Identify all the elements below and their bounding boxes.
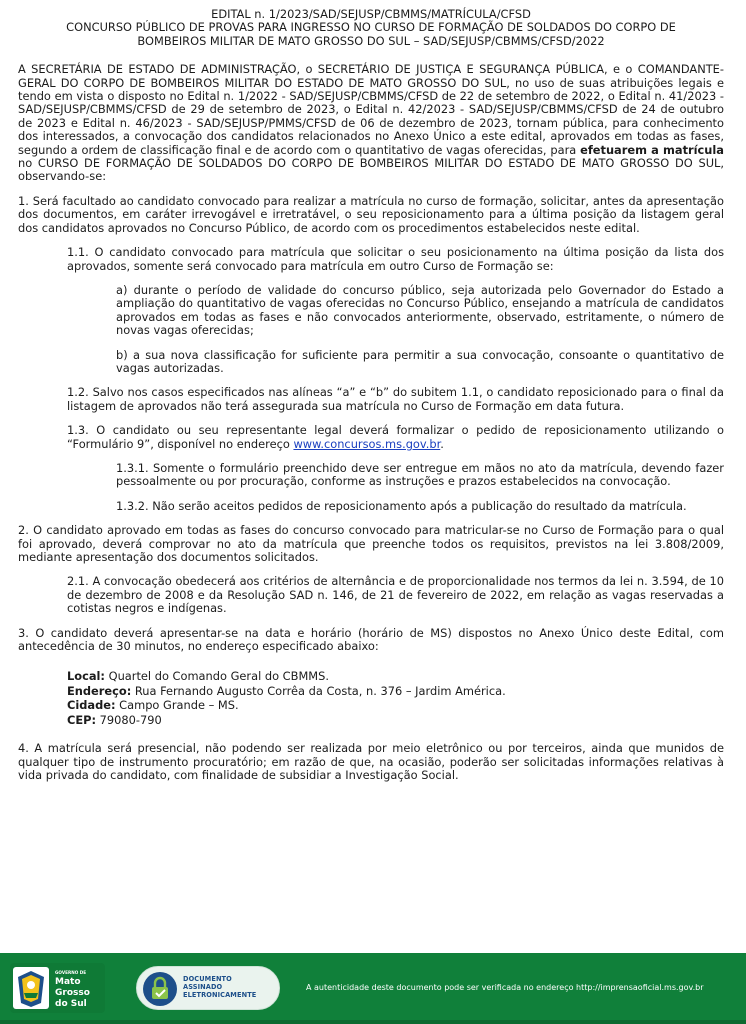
intro-text-end: no CURSO DE FORMAÇÃO DE SOLDADOS DO CORPO DE BOMBEIROS MILITAR DO ESTADO DE MATO GROSSO DO SUL, observando-se: — [18, 156, 724, 184]
section-1-1-b: b) a sua nova classificação for suficiente para permitir a sua convocação, consoante o quantitativo de vagas autorizadas. — [116, 347, 724, 375]
address-block — [67, 669, 724, 727]
section-2: 2. O candidato aprovado em todas as fases do concurso convocado para matricular-se no Curso de Formação para o qual foi aprovado, deverá comprovar no ato da matrícula que preenche todos os requisitos, previstos na lei 3.808/2009, mediante apresentação dos documentos solicitados. — [18, 523, 724, 564]
section-3: 3. O candidato deverá apresentar-se na data e horário (horário de MS) dispostos no Anexo Único deste Edital, com antecedência de 30 minutos, no endereço especificado abaixo: — [18, 625, 724, 654]
section-1-3-2: 1.3.2. Não serão aceitos pedidos de reposicionamento após a publicação do resultado da matrícula. — [116, 498, 687, 513]
edital-number: EDITAL n. 1/2023/SAD/SEJUSP/CBMMS/MATRÍCULA/CFSD — [211, 7, 531, 21]
cep-label: CEP: — [67, 712, 97, 727]
address-city — [67, 698, 724, 713]
signed-document-badge — [136, 966, 280, 1010]
endereco-label: Endereço: — [67, 683, 132, 698]
local-value: Quartel do Comando Geral do CBMMS. — [104, 669, 329, 684]
ms-government-logo-icon — [10, 963, 105, 1013]
address-local — [67, 669, 724, 684]
intro-paragraph — [18, 63, 724, 184]
badge-line-2: ASSINADO — [183, 983, 223, 992]
section-1: 1. Será facultado ao candidato convocado para realizar a matrícula no curso de formação, solicitar, antes da apresentação dos documentos, em caráter irrevogável e irretratável, o seu reposicionamento para a última posição da listagem geral dos candidatos aprovados no Concurso Público, de acordo com os procedimentos estabelecidos neste edital. — [18, 193, 724, 235]
address-cep — [67, 713, 724, 728]
logo-text-governo: GOVERNO DE — [55, 970, 87, 975]
cep-value: 79080-790 — [96, 712, 162, 727]
edital-content — [18, 8, 724, 783]
intro-bold-text: efetuarem a matrícula — [580, 142, 724, 157]
badge-text — [183, 975, 256, 1000]
section-1-3 — [67, 424, 724, 451]
logo-text-mato: Mato — [55, 977, 81, 987]
authenticity-notice: A autenticidade deste documento pode ser verificada no endereço http://imprensaoficial.ms.gov.br — [306, 983, 704, 992]
cidade-label: Cidade: — [67, 698, 116, 713]
logo-text-grosso: Grosso — [55, 988, 90, 998]
intro-text-start: A SECRETÁRIA DE ESTADO DE ADMINISTRAÇÃO, o SECRETÁRIO DE JUSTIÇA E SEGURANÇA PÚBLICA, e o COMANDANTE-GERAL DO CORPO DE BOMBEIROS MILITAR DO ESTADO DE MATO GROSSO DO SUL, no uso de suas atribuições legais e tendo em vista o disposto no Edital n. 1/2022 - SAD/SEJUSP/CBMMS/CFSD de 22 de setembro de 2022, o Edital n. 41/2023 - SAD/SEJUSP/CBMMS/CFSD de 29 de setembro de 2023, o Edital n. 42/2023 - SAD/SEJUSP/CBMMS/CFSD de 24 de outubro de 2023 e Edital n. 46/2023 - SAD/SEJUSP/PMMS/CFSD de 06 de dezembro de 2023, tornam pública, para conhecimento dos interessados, a convocação dos candidatos relacionados no Anexo Único a este edital, aprovados em todas as fases, segundo a ordem de classificação final e de acordo com o quantitativo de vagas oferecidas, para — [18, 62, 724, 157]
logo-text-do-sul: do Sul — [55, 999, 87, 1009]
cidade-value: Campo Grande – MS. — [115, 698, 239, 713]
signature-shield-icon — [142, 971, 178, 1007]
local-label: Local: — [67, 669, 105, 684]
section-4: 4. A matrícula será presencial, não podendo ser realizada por meio eletrônico ou por terceiros, ainda que munidos de qualquer tipo de instrumento procuratório; em razão de que, na ocasião, poderão ser solicitadas informações relativas à vida privada do candidato, com finalidade de subsidiar a Investigação Social. — [18, 741, 724, 783]
concursos-link[interactable]: www.concursos.ms.gov.br — [293, 436, 441, 451]
section-1-3-end: . — [440, 436, 444, 451]
section-1-2: 1.2. Salvo nos casos especificados nas alíneas “a” e “b” do subitem 1.1, o candidato reposicionado para o final da listagem de aprovados não terá assegurada sua matrícula no Curso de Formação em data futura. — [67, 385, 724, 413]
section-1-3-text: 1.3. O candidato ou seu representante legal deverá formalizar o pedido de reposicionamento utilizando o “Formulário 9”, disponível no endereço — [67, 423, 724, 451]
page-footer — [0, 953, 746, 1024]
badge-line-1: DOCUMENTO — [183, 975, 232, 983]
badge-line-3: ELETRONICAMENTE — [183, 991, 257, 1000]
address-street — [67, 684, 724, 699]
section-1-3-1: 1.3.1. Somente o formulário preenchido deve ser entregue em mãos no ato da matrícula, devendo fazer pessoalmente ou por procuração, conforme as instruções e prazos estabelecidos na convocação. — [116, 460, 724, 489]
endereco-value: Rua Fernando Augusto Corrêa da Costa, n. 376 – Jardim América. — [131, 683, 506, 698]
footer-bottom-strip — [0, 1020, 746, 1024]
section-1-1-a: a) durante o período de validade do concurso público, seja autorizada pelo Governador do Estado a ampliação do quantitativo de vagas oferecidas no Concurso Público, ensejando a matrícula de candidatos aprovados em todas as fases e não convocados anteriormente, observado, estritamente, o número de novas vagas oferecidas; — [116, 282, 724, 338]
section-2-1: 2.1. A convocação obedecerá aos critérios de alternância e de proporcionalidade nos termos da lei n. 3.594, de 10 de dezembro de 2008 e da Resolução SAD n. 146, de 21 de fevereiro de 2022, em relação as vagas reservadas a cotistas negros e indígenas. — [67, 574, 724, 616]
edital-subtitle-line2: BOMBEIROS MILITAR DE MATO GROSSO DO SUL – SAD/SEJUSP/CBMMS/CFSD/2022 — [137, 33, 605, 48]
edital-header — [18, 8, 724, 48]
section-1-1: 1.1. O candidato convocado para matrícula que solicitar o seu posicionamento na última posição da lista dos aprovados, somente será convocado para matrícula em outro Curso de Formação se: — [67, 245, 724, 273]
edital-subtitle-line1: CONCURSO PÚBLICO DE PROVAS PARA INGRESSO NO CURSO DE FORMAÇÃO DE SOLDADOS DO CORPO DE — [66, 20, 676, 35]
